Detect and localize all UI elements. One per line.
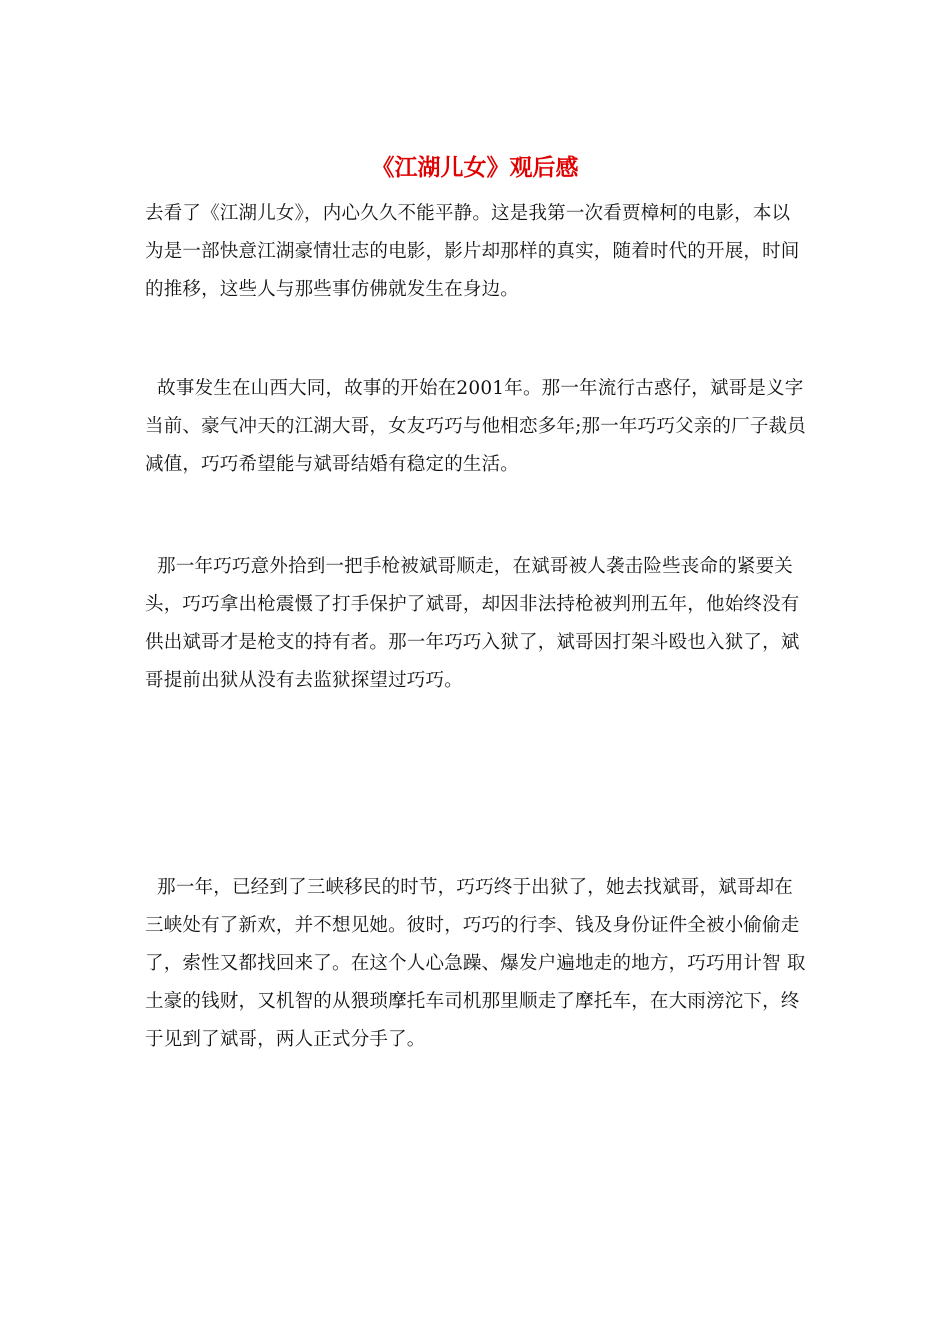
paragraph-4: 那一年，已经到了三峡移民的时节，巧巧终于出狱了，她去找斌哥，斌哥却在三峡处有了新欢，并不想见她。彼时，巧巧的行李、钱及身份证件全被小偷偷走了，索性又都找回来了。在这个人心急躁、爆发户遍地走的地方，巧巧用计智 取土豪的钱财，又机智的从猥琐摩托车司机那里顺走了摩托车，在大雨滂沱下，终于见到了斌哥，两人正式分手了。 xyxy=(145,877,806,1050)
document-title: 《江湖儿女》观后感 xyxy=(371,154,579,181)
paragraph-3: 那一年巧巧意外拾到一把手枪被斌哥顺走，在斌哥被人袭击险些丧命的紧要关头，巧巧拿出枪震慑了打手保护了斌哥，却因非法持枪被判刑五年，他始终没有供出斌哥才是枪支的持有者。那一年巧巧入狱了，斌哥因打架斗殴也入狱了，斌哥提前出狱从没有去监狱探望过巧巧。 xyxy=(145,556,800,691)
paragraph-1: 去看了《江湖儿女》，内心久久不能平静。这是我第一次看贾樟柯的电影，本以为是一部快意江湖豪情壮志的电影，影片却那样的真实，随着时代的开展，时间的推移，这些人与那些事仿佛就发生在身边。 xyxy=(145,203,800,300)
paragraph-2: 故事发生在山西大同，故事的开始在2001年。那一年流行古惑仔，斌哥是义字当前、豪气冲天的江湖大哥，女友巧巧与他相恋多年;那一年巧巧父亲的厂子裁员减值，巧巧希望能与斌哥结婚有稳定的生活。 xyxy=(145,378,806,475)
